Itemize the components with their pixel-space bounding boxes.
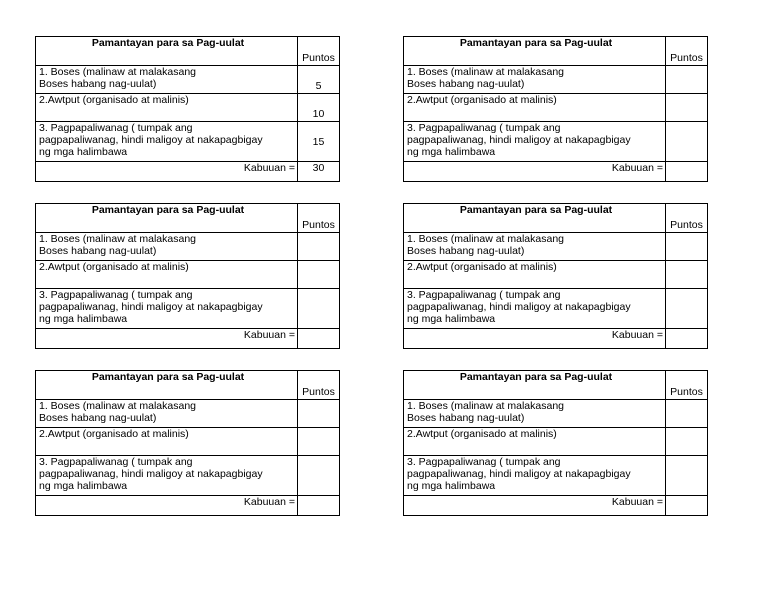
points-output[interactable] (298, 428, 340, 456)
total-label: Kabuuan = (36, 496, 298, 516)
total-value[interactable] (298, 496, 340, 516)
criterion-voice: 1. Boses (malinaw at malakasang Boses habang nag-uulat) (404, 66, 666, 94)
rubric-card (35, 370, 340, 516)
total-label: Kabuuan = (404, 496, 666, 516)
total-value: 30 (298, 162, 340, 182)
points-explanation[interactable] (666, 456, 708, 496)
points-header: Puntos (298, 37, 340, 66)
rubric-card (35, 36, 340, 182)
points-voice: 5 (298, 66, 340, 94)
points-header: Puntos (666, 371, 708, 400)
rubric-card (403, 36, 708, 182)
points-explanation[interactable] (298, 456, 340, 496)
rubric-title: Pamantayan para sa Pag-uulat (404, 371, 666, 400)
criterion-explanation: 3. Pagpapaliwanag ( tumpak ang pagpapaliwanag, hindi maligoy at nakapagbigay ng mga halimbawa (404, 122, 666, 162)
points-voice[interactable] (298, 400, 340, 428)
criterion-voice: 1. Boses (malinaw at malakasang Boses habang nag-uulat) (36, 233, 298, 261)
criterion-output: 2.Awtput (organisado at malinis) (404, 428, 666, 456)
criterion-voice: 1. Boses (malinaw at malakasang Boses habang nag-uulat) (36, 66, 298, 94)
total-value[interactable] (666, 329, 708, 349)
criterion-output: 2.Awtput (organisado at malinis) (404, 94, 666, 122)
criterion-voice: 1. Boses (malinaw at malakasang Boses habang nag-uulat) (36, 400, 298, 428)
total-value[interactable] (666, 162, 708, 182)
total-label: Kabuuan = (36, 329, 298, 349)
points-output[interactable] (666, 94, 708, 122)
points-header: Puntos (298, 204, 340, 233)
points-explanation[interactable] (298, 289, 340, 329)
rubric-title: Pamantayan para sa Pag-uulat (36, 37, 298, 66)
criterion-explanation: 3. Pagpapaliwanag ( tumpak ang pagpapaliwanag, hindi maligoy at nakapagbigay ng mga halimbawa (36, 122, 298, 162)
total-label: Kabuuan = (36, 162, 298, 182)
rubric-title: Pamantayan para sa Pag-uulat (404, 204, 666, 233)
points-output[interactable] (298, 261, 340, 289)
points-voice[interactable] (666, 233, 708, 261)
points-output[interactable] (666, 261, 708, 289)
total-value[interactable] (666, 496, 708, 516)
rubric-title: Pamantayan para sa Pag-uulat (404, 37, 666, 66)
criterion-voice: 1. Boses (malinaw at malakasang Boses habang nag-uulat) (404, 233, 666, 261)
points-voice[interactable] (666, 66, 708, 94)
criterion-output: 2.Awtput (organisado at malinis) (36, 428, 298, 456)
total-label: Kabuuan = (404, 162, 666, 182)
rubric-card (403, 203, 708, 349)
total-value[interactable] (298, 329, 340, 349)
criterion-explanation: 3. Pagpapaliwanag ( tumpak ang pagpapaliwanag, hindi maligoy at nakapagbigay ng mga halimbawa (36, 289, 298, 329)
criterion-output: 2.Awtput (organisado at malinis) (36, 261, 298, 289)
criterion-explanation: 3. Pagpapaliwanag ( tumpak ang pagpapaliwanag, hindi maligoy at nakapagbigay ng mga halimbawa (404, 456, 666, 496)
points-explanation: 15 (298, 122, 340, 162)
criterion-voice: 1. Boses (malinaw at malakasang Boses habang nag-uulat) (404, 400, 666, 428)
points-voice[interactable] (666, 400, 708, 428)
points-explanation[interactable] (666, 289, 708, 329)
points-header: Puntos (666, 37, 708, 66)
points-header: Puntos (666, 204, 708, 233)
total-label: Kabuuan = (404, 329, 666, 349)
criterion-output: 2.Awtput (organisado at malinis) (36, 94, 298, 122)
points-output: 10 (298, 94, 340, 122)
points-header: Puntos (298, 371, 340, 400)
criterion-explanation: 3. Pagpapaliwanag ( tumpak ang pagpapaliwanag, hindi maligoy at nakapagbigay ng mga halimbawa (404, 289, 666, 329)
rubric-card (403, 370, 708, 516)
points-explanation[interactable] (666, 122, 708, 162)
rubric-card (35, 203, 340, 349)
points-output[interactable] (666, 428, 708, 456)
criterion-output: 2.Awtput (organisado at malinis) (404, 261, 666, 289)
points-voice[interactable] (298, 233, 340, 261)
rubric-title: Pamantayan para sa Pag-uulat (36, 371, 298, 400)
criterion-explanation: 3. Pagpapaliwanag ( tumpak ang pagpapaliwanag, hindi maligoy at nakapagbigay ng mga halimbawa (36, 456, 298, 496)
rubric-title: Pamantayan para sa Pag-uulat (36, 204, 298, 233)
